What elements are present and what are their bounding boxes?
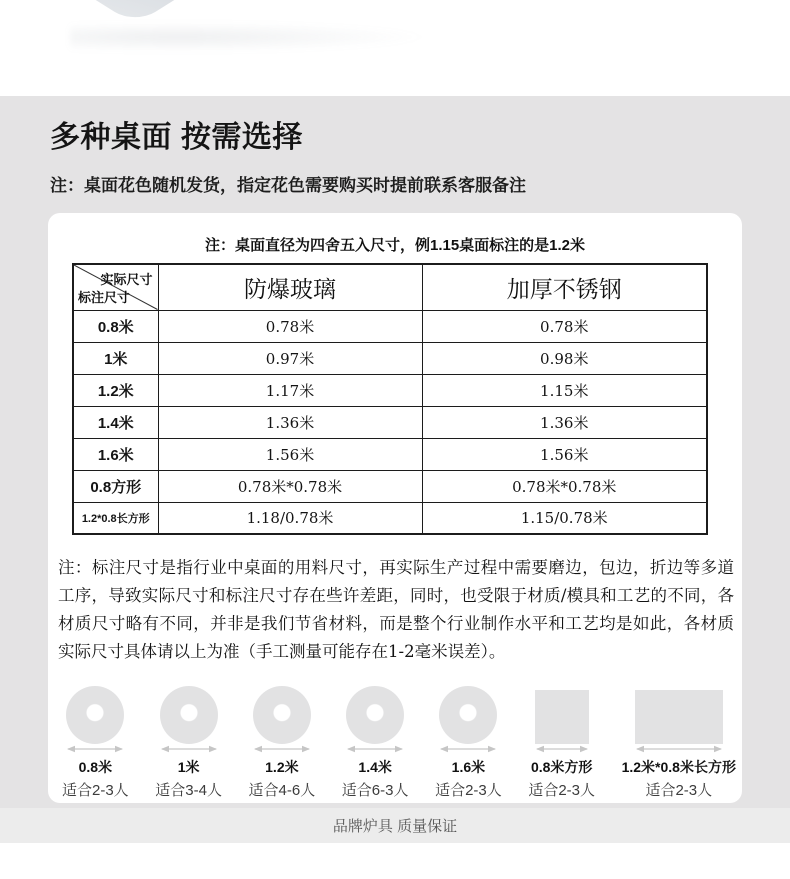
marked-size-cell: 1米 — [73, 342, 158, 374]
size-table-row — [73, 342, 707, 374]
footer-band — [0, 808, 790, 843]
size-option — [435, 686, 502, 800]
size-option — [155, 686, 222, 800]
capacity-label: 适合6-3人 — [341, 782, 409, 799]
tabletop-size-section — [0, 96, 790, 808]
marked-size-cell: 1.2*0.8长方形 — [73, 502, 158, 534]
capacity-label: 适合2-3人 — [62, 782, 129, 799]
tabletop-thumb-square — [535, 690, 589, 744]
steel-actual-size-cell: 0.98米 — [422, 342, 707, 374]
capacity-label: 适合2-3人 — [645, 782, 713, 799]
steel-actual-size-cell: 1.36米 — [422, 406, 707, 438]
tabletop-shape-box — [66, 686, 124, 744]
size-table-body — [73, 310, 707, 534]
size-label: 1.6米 — [451, 759, 486, 775]
diameter-arrow-icon — [253, 744, 311, 754]
size-label: 1米 — [177, 759, 200, 775]
size-label: 1.4米 — [358, 759, 392, 775]
hero-photo-strip — [0, 0, 790, 96]
marked-size-cell: 0.8方形 — [73, 470, 158, 502]
size-table-row — [73, 374, 707, 406]
diameter-arrow-icon — [346, 744, 404, 754]
corner-label-actual-size: 实际尺寸 — [100, 272, 153, 287]
steel-actual-size-cell: 0.78米*0.78米 — [422, 470, 707, 502]
glass-actual-size-cell: 0.97米 — [158, 342, 422, 374]
marked-size-cell: 1.4米 — [73, 406, 158, 438]
glass-actual-size-cell: 1.18/0.78米 — [158, 502, 422, 534]
size-label: 0.8米方形 — [530, 759, 593, 775]
section-subtitle: 注：桌面花色随机发货，指定花色需要购买时提前联系客服备注 — [50, 176, 526, 195]
section-title: 多种桌面 按需选择 — [50, 121, 303, 154]
capacity-label: 适合3-4人 — [155, 782, 222, 799]
size-option — [62, 686, 129, 800]
size-table-row — [73, 310, 707, 342]
tabletop-thumb-circle — [66, 686, 124, 744]
tabletop-shape-box — [160, 686, 218, 744]
marked-size-cell: 1.6米 — [73, 438, 158, 470]
table-corner-cell — [73, 264, 158, 310]
tabletop-thumb-circle — [346, 686, 404, 744]
glass-actual-size-cell: 1.56米 — [158, 438, 422, 470]
size-comparison-table — [72, 263, 708, 535]
steel-actual-size-cell: 1.15米 — [422, 374, 707, 406]
size-option — [342, 686, 409, 800]
tabletop-shape-box — [535, 686, 589, 744]
product-photo-shadow — [70, 22, 430, 52]
size-option — [528, 686, 595, 800]
size-table-row — [73, 470, 707, 502]
footer-slogan: 品牌炉具 质量保证 — [332, 818, 458, 835]
corner-label-marked-size: 标注尺寸 — [78, 289, 131, 305]
diameter-arrow-icon — [66, 744, 124, 754]
size-label: 0.8米 — [78, 759, 113, 775]
diameter-arrow-icon — [535, 744, 589, 754]
diameter-arrow-icon — [439, 744, 497, 754]
marked-size-cell: 1.2米 — [73, 374, 158, 406]
size-thumbnails-row — [62, 686, 736, 800]
size-option — [622, 686, 736, 800]
tabletop-shape-box — [253, 686, 311, 744]
diameter-arrow-icon — [160, 744, 218, 754]
size-info-card — [48, 213, 742, 803]
table-header-row — [73, 264, 707, 310]
size-table-row — [73, 502, 707, 534]
size-disclaimer: 注：标注尺寸是指行业中桌面的用料尺寸，再实际生产过程中需要磨边，包边，折边等多道工序，导致实际尺寸和标注尺寸存在些许差距，同时，也受限于材质/模具和工艺的不同，各材质尺寸略有不同，并非是我们节省材料，而是整个行业制作水平和工艺均是如此，各材质实际尺寸具体请以上为准（手工测量可能存在1-2毫米误差）。 — [58, 558, 734, 661]
tabletop-shape-box — [346, 686, 404, 744]
tabletop-thumb-circle — [160, 686, 218, 744]
tabletop-shape-box — [439, 686, 497, 744]
tabletop-thumb-rect — [635, 690, 723, 744]
steel-actual-size-cell: 1.56米 — [422, 438, 707, 470]
diameter-arrow-icon — [635, 744, 723, 754]
glass-actual-size-cell: 0.78米*0.78米 — [158, 470, 422, 502]
column-header-glass: 防爆玻璃 — [158, 264, 422, 310]
tabletop-shape-box — [635, 686, 723, 744]
capacity-label: 适合2-3人 — [435, 782, 502, 799]
capacity-label: 适合4-6人 — [248, 782, 316, 799]
steel-actual-size-cell: 0.78米 — [422, 310, 707, 342]
glass-actual-size-cell: 1.36米 — [158, 406, 422, 438]
size-table-row — [73, 406, 707, 438]
column-header-steel: 加厚不锈钢 — [422, 264, 707, 310]
size-label: 1.2米 — [265, 759, 299, 775]
glass-actual-size-cell: 1.17米 — [158, 374, 422, 406]
product-photo-corner — [44, 0, 225, 25]
size-option — [249, 686, 316, 800]
bottom-spacer — [0, 843, 790, 879]
marked-size-cell: 0.8米 — [73, 310, 158, 342]
glass-actual-size-cell: 0.78米 — [158, 310, 422, 342]
capacity-label: 适合2-3人 — [528, 782, 596, 799]
tabletop-thumb-circle — [439, 686, 497, 744]
steel-actual-size-cell: 1.15/0.78米 — [422, 502, 707, 534]
size-label: 1.2米*0.8米长方形 — [621, 759, 736, 775]
tabletop-thumb-circle — [253, 686, 311, 744]
rounding-note: 注：桌面直径为四舍五入尺寸，例1.15桌面标注的是1.2米 — [204, 237, 586, 254]
size-table-row — [73, 438, 707, 470]
